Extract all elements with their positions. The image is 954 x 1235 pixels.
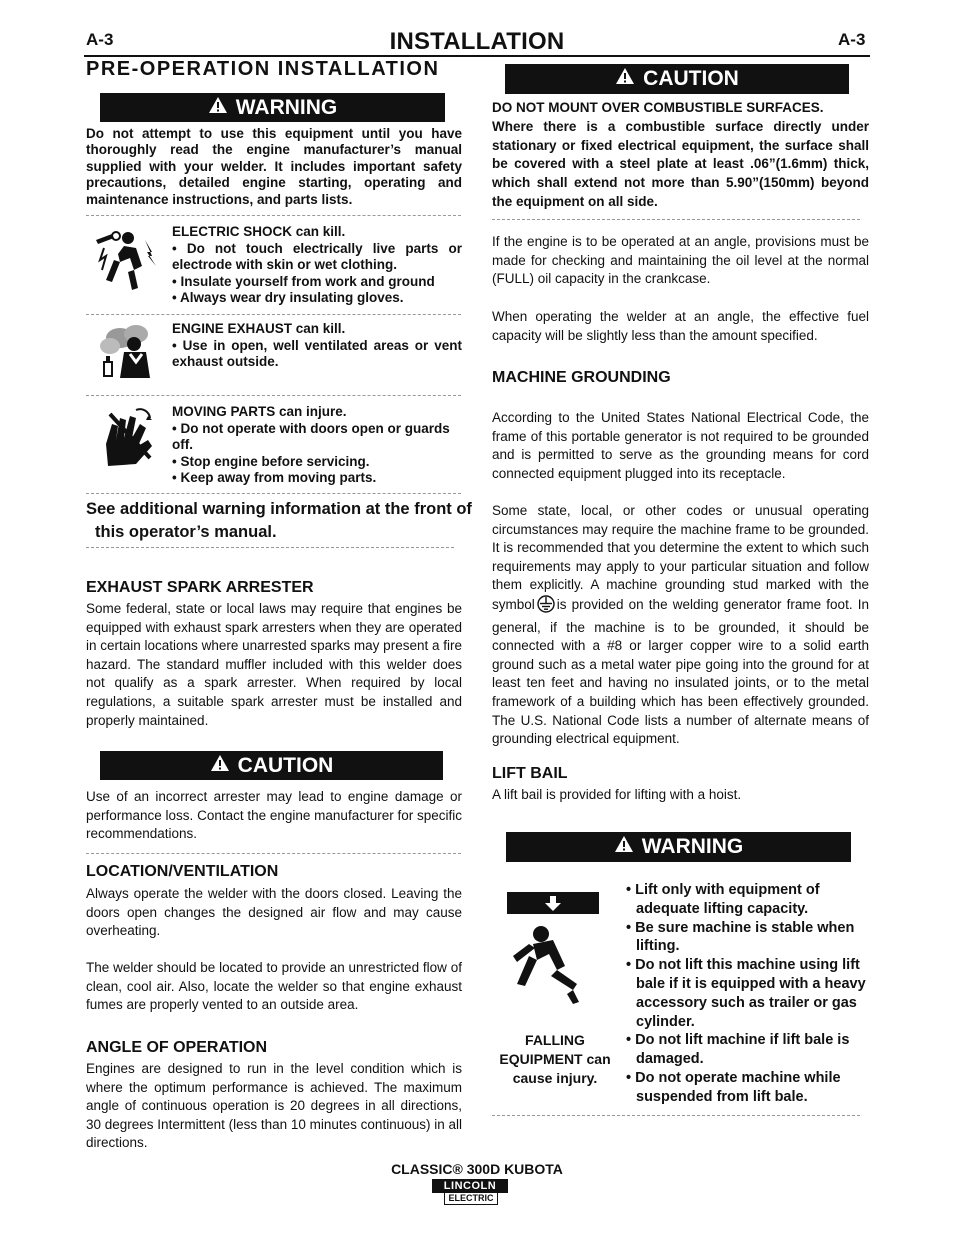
section-title: PRE-OPERATION INSTALLATION xyxy=(86,58,440,80)
divider xyxy=(492,1115,860,1116)
location-heading: LOCATION/VENTILATION xyxy=(86,863,279,880)
divider xyxy=(86,547,454,548)
hazard-line: • Keep away from moving parts. xyxy=(172,470,377,486)
see-more-note: See additional warning information at the front of this operator’s manual. xyxy=(86,500,472,541)
warning-label: WARNING xyxy=(235,95,338,119)
hazard-engine-exhaust xyxy=(172,321,462,371)
page-title: INSTALLATION xyxy=(389,28,565,55)
hazard-line: • Use in open, well ventilated areas or vent exhaust outside. xyxy=(172,337,462,370)
grounding-text-2a: Some state, local, or other codes or unusual operating circumstances may require the machine frame to be grounded. It is recommended that you determine the extent to which such requirements may apply to your particular situation and follow them explicitly. A machine grounding stud marked with the symbol xyxy=(492,503,869,612)
hazard-moving-parts xyxy=(172,404,462,487)
falling-equipment-icon xyxy=(505,890,601,1019)
ground-symbol-icon xyxy=(536,595,556,619)
warning-label: WARNING xyxy=(641,835,744,858)
lift-bail-heading: LIFT BAIL xyxy=(492,765,568,782)
divider xyxy=(86,853,461,854)
lift-warning-list xyxy=(626,881,870,1107)
spark-arrester-heading: EXHAUST SPARK ARRESTER xyxy=(86,579,314,596)
page-number-left: A-3 xyxy=(86,30,114,49)
caution-text-left: Use of an incorrect arrester may lead to engine damage or performance loss. Contact the engine manufacturer for specific recommendations. xyxy=(86,789,462,842)
hazard-line: • Do not operate with doors open or guards off. xyxy=(172,420,450,453)
model-name: CLASSIC® 300D KUBOTA xyxy=(391,1161,563,1177)
hazard-title: ELECTRIC SHOCK can kill. xyxy=(172,224,346,239)
divider xyxy=(86,395,461,396)
hazard-line: • Do not touch electrically live parts or electrode with skin or wet clothing. xyxy=(172,240,462,273)
caution-label: CAUTION xyxy=(237,753,334,777)
grounding-text-2 xyxy=(492,502,869,749)
logo-bottom: ELECTRIC xyxy=(444,1193,498,1205)
page-number-right: A-3 xyxy=(838,30,866,49)
grounding-text-2b: is provided on the welding generator frame foot. In general, if the machine is to be grounded, it should be connected with a #8 or larger copper wire to a solid earth ground such as a metal water pipe going into the ground for at least ten feet and having no insulated joints, or to the metal framework of a building which has been effectively grounded. The U.S. National Code lists a number of alternate means of grounding electrical equipment. xyxy=(492,596,869,747)
caution-label: CAUTION xyxy=(643,67,739,90)
hazard-title: MOVING PARTS can injure. xyxy=(172,404,347,419)
lincoln-electric-logo xyxy=(432,1179,508,1205)
caution-body: Where there is a combustible surface directly under stationary or fixed electrical equipment, the surface shall be covered with a steel plate at least .06”(1.6mm) thick, which shall extend not more than 5.90”(150mm) beyond the equipment on all side. xyxy=(492,118,869,209)
hazard-electric-shock xyxy=(172,224,462,307)
warning-text: Do not attempt to use this equipment until you have thoroughly read the engine manufacturer’s manual supplied with your welder. It includes important safety precautions, detailed engine starting, operating and maintenance instructions, and parts lists. xyxy=(86,126,462,207)
lift-warning-item: • Lift only with equipment of adequate lifting capacity. xyxy=(626,882,820,917)
lift-warning-item: • Do not lift this machine using lift bale if it is equipped with a heavy accessory such as trailer or gas cylinder. xyxy=(626,957,866,1030)
caution-line: DO NOT MOUNT OVER COMBUSTIBLE SURFACES. xyxy=(492,100,824,115)
lift-warning-item: • Do not lift machine if lift bale is damaged. xyxy=(626,1032,850,1068)
angle-text-1: If the engine is to be operated at an angle, provisions must be made for checking and maintaining the oil level at the normal (FULL) oil capacity in the crankcase. xyxy=(492,234,869,287)
warning-banner xyxy=(100,93,445,122)
lift-warning-item: • Be sure machine is stable when lifting. xyxy=(626,919,855,955)
logo-top: LINCOLN xyxy=(432,1179,508,1193)
angle-text-2: When operating the welder at an angle, the effective fuel capacity will be slightly less than the amount specified. xyxy=(492,309,869,343)
caution-text-right xyxy=(492,99,869,212)
engine-exhaust-icon xyxy=(96,324,160,389)
warning-triangle-icon xyxy=(615,67,635,91)
hazard-line: • Insulate yourself from work and ground xyxy=(172,273,435,289)
lift-warning-item: • Do not operate machine while suspended from lift bale. xyxy=(626,1069,841,1105)
warning-banner-right xyxy=(506,832,851,862)
falling-caption: FALLING EQUIPMENT can cause injury. xyxy=(499,1032,611,1086)
header-rule xyxy=(84,55,870,57)
location-text-2: The welder should be located to provide an unrestricted flow of clean, cool air. Also, locate the welder so that engine exhaust fumes are properly vented to an outside area. xyxy=(86,960,462,1013)
spark-arrester-text: Some federal, state or local laws may require that engines be equipped with exhaust spark arresters when they are operated in certain locations where unarrested sparks may present a fire hazard. The standard muffler included with this welder does not qualify as a spark arrester. When required by local regulations, a suitable spark arrester must be installed and properly maintained. xyxy=(86,601,462,728)
divider xyxy=(86,493,461,494)
divider xyxy=(86,314,461,315)
warning-triangle-icon xyxy=(614,835,634,859)
electric-shock-icon xyxy=(90,226,162,301)
caution-banner-right xyxy=(505,64,849,94)
grounding-heading: MACHINE GROUNDING xyxy=(492,369,671,386)
angle-text: Engines are designed to run in the level condition which is where the optimum performance is achieved. The maximum angle of continuous operation is 20 degrees in all directions, 30 degrees Intermittent (less than 10 minutes continuous) in all directions. xyxy=(86,1061,462,1151)
location-text-1: Always operate the welder with the doors closed. Leaving the doors open changes the designed air flow and may cause overheating. xyxy=(86,886,462,939)
grounding-text-1: According to the United States National Electrical Code, the frame of this portable generator is not required to be grounded and is permitted to serve as the grounding means for cord connected equipment plugged into its receptacle. xyxy=(492,410,869,481)
hazard-line: • Stop engine before servicing. xyxy=(172,453,370,469)
warning-triangle-icon xyxy=(210,754,230,778)
moving-parts-icon xyxy=(96,406,160,477)
hazard-line: • Always wear dry insulating gloves. xyxy=(172,290,404,306)
caution-banner-left xyxy=(100,751,443,780)
angle-heading: ANGLE OF OPERATION xyxy=(86,1039,268,1056)
divider xyxy=(492,219,860,220)
divider xyxy=(86,215,461,216)
lift-bail-text: A lift bail is provided for lifting with a hoist. xyxy=(492,787,742,802)
hazard-title: ENGINE EXHAUST can kill. xyxy=(172,321,346,336)
warning-triangle-icon xyxy=(208,96,228,120)
